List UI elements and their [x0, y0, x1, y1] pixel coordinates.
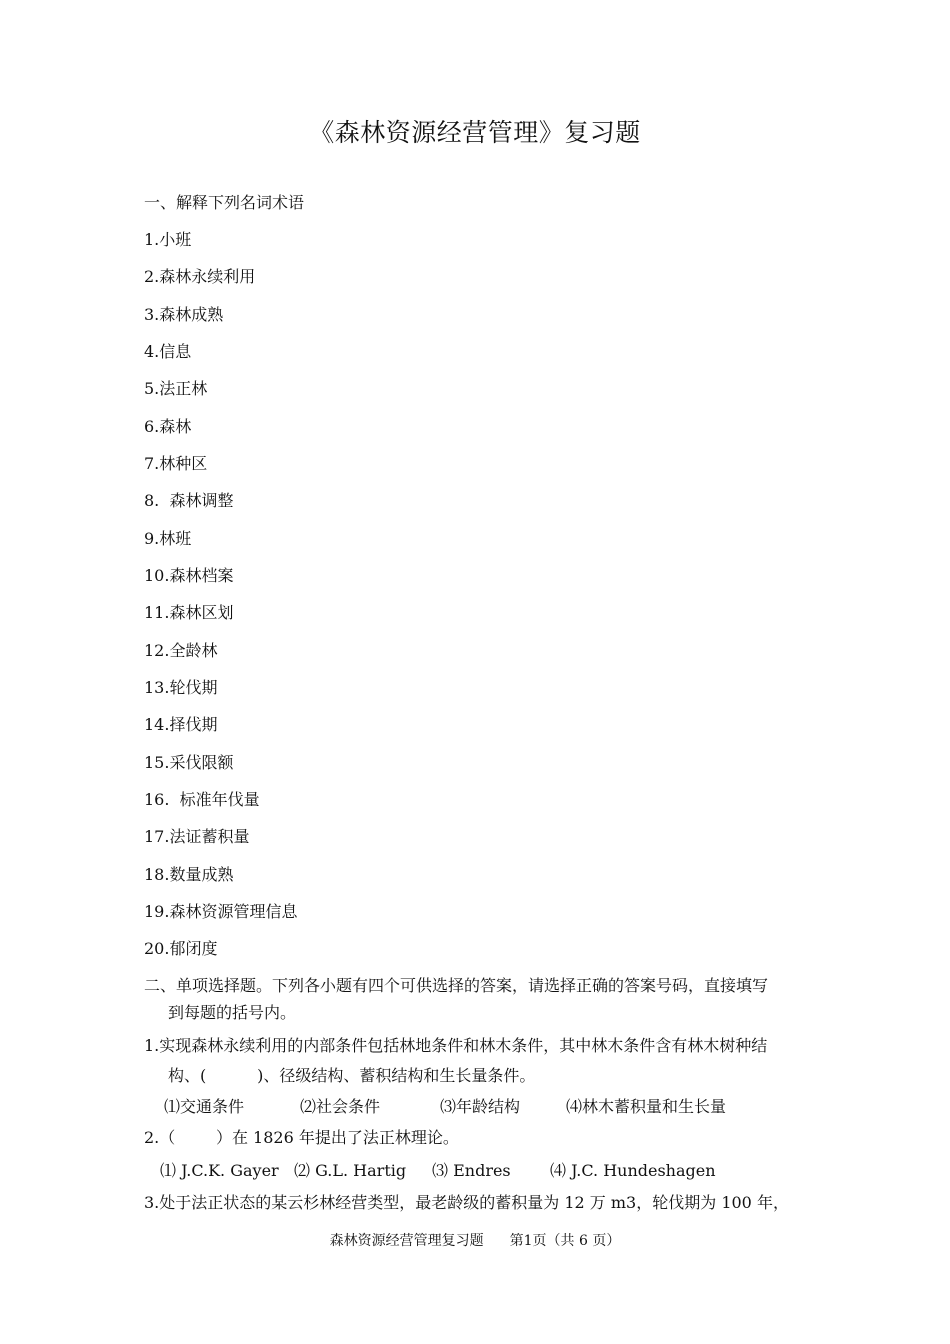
term-item: 14.择伐期 — [144, 715, 218, 734]
term-item: 20.郁闭度 — [144, 939, 218, 958]
option: ⑶年龄结构 — [440, 1097, 521, 1116]
term-item: 10.森林档案 — [144, 566, 234, 585]
option: ⑴ J.C.K. Gayer — [160, 1161, 279, 1180]
question-2: 2.（ ）在 1826 年提出了法正林理论。 — [144, 1128, 459, 1147]
footer-page-info: 第1页（共 6 页） — [509, 1233, 621, 1249]
term-item: 8. 森林调整 — [144, 491, 234, 510]
term-item: 4.信息 — [144, 342, 192, 361]
section-heading-2-line1: 二、单项选择题。下列各小题有四个可供选择的答案，请选择正确的答案号码，直接填写 — [144, 976, 769, 995]
question-1-line2: 构、( )、径级结构、蓄积结构和生长量条件。 — [168, 1066, 536, 1085]
term-item: 15.采伐限额 — [144, 753, 234, 772]
term-item: 3.森林成熟 — [144, 305, 224, 324]
option: ⑴交通条件 — [164, 1097, 245, 1116]
option: ⑵社会条件 — [300, 1097, 381, 1116]
term-item: 9.林班 — [144, 529, 192, 548]
term-item: 18.数量成熟 — [144, 865, 234, 884]
page-title: 《森林资源经营管理》复习题 — [309, 118, 641, 147]
option: ⑶ Endres — [432, 1161, 511, 1180]
term-item: 5.法正林 — [144, 379, 208, 398]
question-3: 3.处于法正状态的某云杉林经营类型，最老龄级的蓄积量为 12 万 m3，轮伐期为 100 年， — [144, 1193, 789, 1212]
option: ⑵ G.L. Hartig — [294, 1161, 407, 1180]
question-1-line1: 1.实现森林永续利用的内部条件包括林地条件和林木条件，其中林木条件含有林木树种结 — [144, 1036, 768, 1055]
term-item: 1.小班 — [144, 230, 192, 249]
term-item: 2.森林永续利用 — [144, 267, 256, 286]
term-item: 12.全龄林 — [144, 641, 218, 660]
section-heading-2 — [144, 971, 800, 1025]
term-item: 7.林种区 — [144, 454, 208, 473]
footer-doc-name: 森林资源经营管理复习题 — [329, 1233, 484, 1249]
question-1 — [144, 1031, 800, 1091]
option: ⑷林木蓄积量和生长量 — [566, 1097, 727, 1116]
term-item: 16. 标准年伐量 — [144, 790, 260, 809]
section-heading: 一、解释下列名词术语 — [144, 193, 305, 212]
term-item: 6.森林 — [144, 417, 192, 436]
section-heading-2-line2: 到每题的括号内。 — [168, 1003, 297, 1022]
option: ⑷ J.C. Hundeshagen — [550, 1161, 716, 1180]
page-footer — [0, 1231, 950, 1251]
term-item: 19.森林资源管理信息 — [144, 902, 298, 921]
term-item: 11.森林区划 — [144, 603, 234, 622]
term-item: 17.法证蓄积量 — [144, 827, 250, 846]
term-item: 13.轮伐期 — [144, 678, 218, 697]
